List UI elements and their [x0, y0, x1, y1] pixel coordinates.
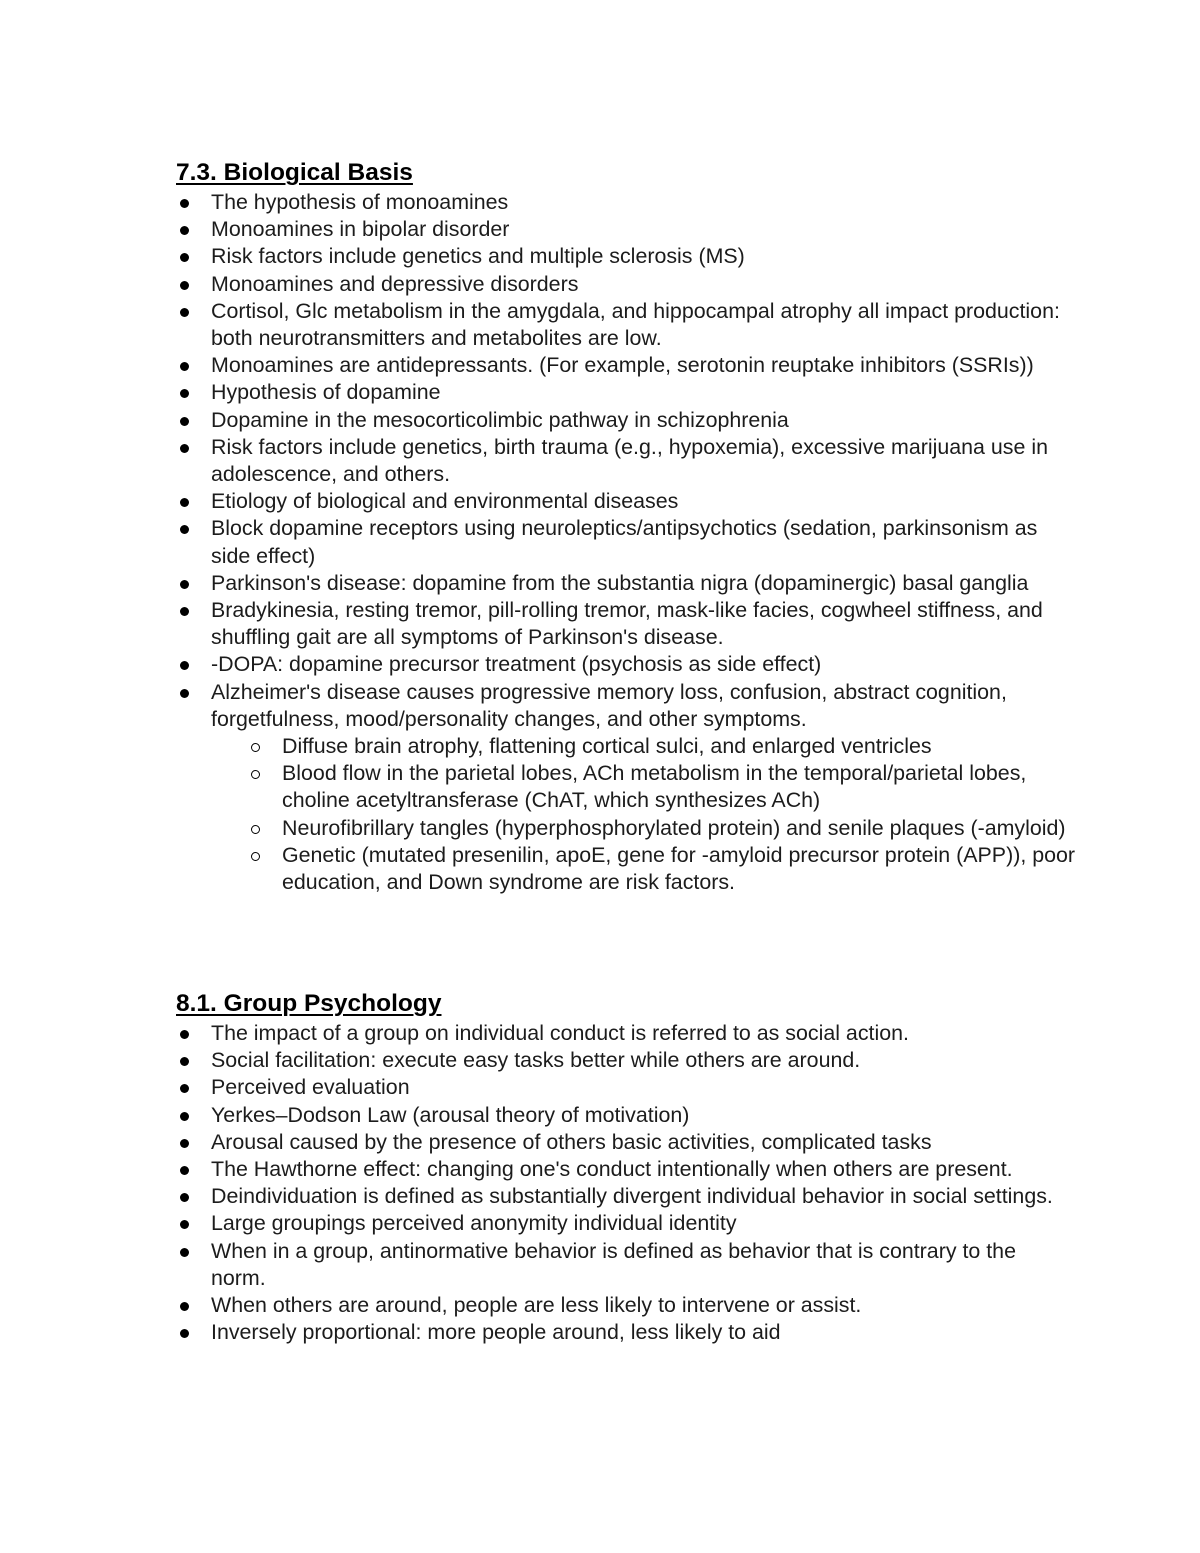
list-item [176, 1047, 1076, 1074]
bullet-dot-icon [180, 253, 189, 262]
list-item-text: The hypothesis of monoamines [211, 190, 509, 214]
list-item [176, 1074, 1076, 1101]
bullet-dot-icon [180, 580, 189, 589]
list-item [176, 1319, 1076, 1346]
bullet-list [176, 1020, 1076, 1346]
list-item-text: Large groupings perceived anonymity individual identity [211, 1211, 737, 1236]
list-item-text: Etiology of biological and environmental diseases [211, 489, 679, 514]
list-item [176, 379, 1076, 406]
list-item [176, 298, 1076, 352]
sub-list-item-text: Genetic (mutated presenilin, apoE, gene for -amyloid precursor protein (APP)), poor education, and Down syndrome are risk factors. [282, 842, 1076, 895]
list-item-text: -DOPA: dopamine precursor treatment (psychosis as side effect) [211, 652, 822, 677]
list-item-text: Alzheimer's disease causes progressive memory loss, confusion, abstract cognition, forgetfulness, mood/personality changes, and other symptoms. [211, 679, 1007, 731]
list-item-text: Hypothesis of dopamine [211, 380, 441, 405]
list-item [176, 597, 1076, 651]
list-item-text: When in a group, antinormative behavior is defined as behavior that is contrary to the norm. [211, 1238, 1016, 1290]
bullet-dot-icon [180, 661, 189, 670]
list-item [176, 189, 1076, 216]
bullet-dot-icon [180, 417, 189, 426]
bullet-dot-icon [180, 607, 189, 616]
bullet-dot-icon [180, 281, 189, 290]
list-item-text: Inversely proportional: more people around, less likely to aid [211, 1320, 781, 1345]
list-item-text: When others are around, people are less likely to intervene or assist. [211, 1293, 862, 1318]
bullet-dot-icon [180, 1220, 189, 1229]
bullet-dot-icon [180, 1139, 189, 1148]
list-item-text: Risk factors include genetics, birth trauma (e.g., hypoxemia), excessive marijuana use in adolescence, and others. [211, 434, 1048, 487]
list-item [176, 1183, 1076, 1210]
bullet-dot-icon [180, 1030, 189, 1039]
bullet-dot-icon [180, 444, 189, 453]
list-item [176, 216, 1076, 243]
list-item [176, 1102, 1076, 1129]
bullet-circle-icon [251, 743, 260, 752]
bullet-dot-icon [180, 362, 189, 371]
list-item [176, 488, 1076, 515]
list-item [176, 1238, 1076, 1292]
list-item-text: The Hawthorne effect: changing one's conduct intentionally when others are present. [211, 1157, 1013, 1182]
sub-list-item-text: Blood flow in the parietal lobes, ACh metabolism in the temporal/parietal lobes, choline acetyltransferase (ChAT, which synthesizes ACh) [282, 761, 1027, 813]
bullet-dot-icon [180, 1302, 189, 1311]
list-item-text: Perceived evaluation [211, 1075, 410, 1100]
list-item-text: Monoamines in bipolar disorder [211, 217, 510, 242]
bullet-dot-icon [180, 199, 189, 208]
list-item [176, 271, 1076, 298]
bullet-dot-icon [180, 1248, 189, 1257]
list-item-text: Monoamines are antidepressants. (For example, serotonin reuptake inhibitors (SSRIs)) [211, 353, 1034, 378]
list-item-text: Bradykinesia, resting tremor, pill-rolling tremor, mask-like facies, cogwheel stiffness, and shuffling gait are all symptoms of Parkinson's disease. [211, 598, 1043, 650]
list-item [176, 1156, 1076, 1183]
list-item-text: Cortisol, Glc metabolism in the amygdala, and hippocampal atrophy all impact production: both neurotransmitters and metabolites are low. [211, 298, 1060, 351]
bullet-dot-icon [180, 1112, 189, 1121]
section-heading: 7.3. Biological Basis [176, 159, 413, 186]
list-item-text: Arousal caused by the presence of others basic activities, complicated tasks [211, 1129, 932, 1154]
bullet-circle-icon [251, 825, 260, 834]
bullet-dot-icon [180, 1166, 189, 1175]
list-item [176, 679, 1076, 897]
list-item-text: The impact of a group on individual conduct is referred to as social action. [211, 1021, 909, 1045]
bullet-dot-icon [180, 525, 189, 534]
list-item-text: Social facilitation: execute easy tasks better while others are around. [211, 1048, 861, 1073]
list-item-text: Risk factors include genetics and multiple sclerosis (MS) [211, 244, 745, 269]
sub-list-item-text: Neurofibrillary tangles (hyperphosphorylated protein) and senile plaques (-amyloid) [282, 815, 1066, 840]
list-item [176, 515, 1076, 569]
list-item [176, 407, 1076, 434]
list-item [176, 1210, 1076, 1237]
section-group-psychology [176, 988, 1076, 1346]
section-biological-basis [176, 157, 1076, 896]
list-item [176, 1129, 1076, 1156]
list-item [176, 1292, 1076, 1319]
bullet-dot-icon [180, 1329, 189, 1338]
list-item [176, 434, 1076, 488]
sub-list-item-text: Diffuse brain atrophy, flattening cortical sulci, and enlarged ventricles [282, 734, 932, 759]
bullet-dot-icon [180, 1084, 189, 1093]
bullet-list [176, 189, 1076, 896]
list-item-text: Deindividuation is defined as substantially divergent individual behavior in social settings. [211, 1184, 1053, 1209]
bullet-dot-icon [180, 689, 189, 698]
list-item [176, 570, 1076, 597]
bullet-dot-icon [180, 389, 189, 398]
bullet-dot-icon [180, 226, 189, 235]
sub-list-item [176, 842, 1076, 896]
sub-list-item [176, 733, 1076, 760]
list-item-text: Block dopamine receptors using neuroleptics/antipsychotics (sedation, parkinsonism as side effect) [211, 516, 1038, 568]
bullet-dot-icon [180, 308, 189, 317]
section-heading: 8.1. Group Psychology [176, 990, 442, 1017]
bullet-dot-icon [180, 1057, 189, 1066]
sub-list-item [176, 760, 1076, 814]
sub-list-item [176, 815, 1076, 842]
bullet-dot-icon [180, 498, 189, 507]
list-item [176, 352, 1076, 379]
list-item-text: Dopamine in the mesocorticolimbic pathway in schizophrenia [211, 407, 789, 432]
bullet-dot-icon [180, 1193, 189, 1202]
bullet-circle-icon [251, 852, 260, 861]
list-item [176, 651, 1076, 678]
list-item [176, 1020, 1076, 1047]
list-item-text: Parkinson's disease: dopamine from the substantia nigra (dopaminergic) basal ganglia [211, 570, 1029, 595]
sub-bullet-list [211, 733, 1076, 896]
list-item-text: Monoamines and depressive disorders [211, 271, 579, 296]
bullet-circle-icon [251, 770, 260, 779]
list-item-text: Yerkes–Dodson Law (arousal theory of motivation) [211, 1102, 690, 1127]
list-item [176, 243, 1076, 270]
